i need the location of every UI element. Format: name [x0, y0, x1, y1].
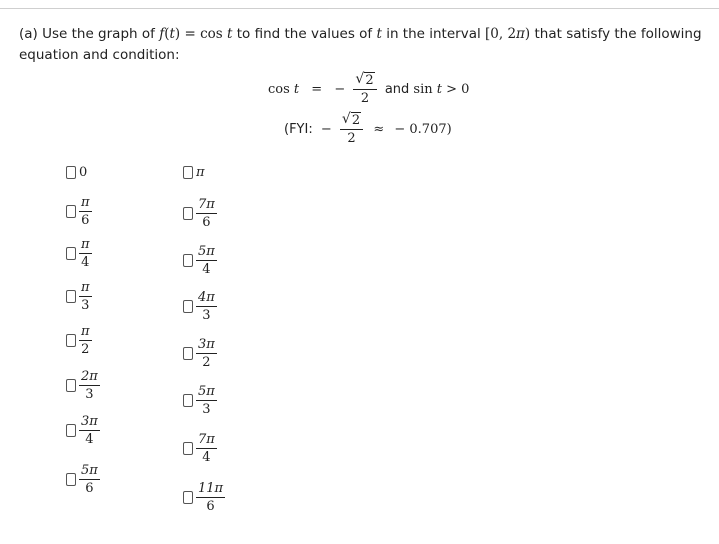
equation-denominator: 2 [353, 89, 376, 106]
question-prefix: (a) Use the graph of [19, 26, 155, 42]
equation-var: t [293, 82, 300, 97]
fyi-approx: ≈ [373, 122, 385, 137]
option-right-5[interactable] [183, 385, 217, 415]
option-right-4[interactable] [183, 338, 217, 368]
option-left-1[interactable] [66, 196, 92, 226]
option-fraction: $\frac{\pi}{4}$ [81, 236, 90, 270]
checkbox[interactable] [183, 207, 193, 220]
checkbox[interactable] [183, 442, 193, 455]
equation-fraction [353, 73, 376, 106]
function-var-2: t [227, 26, 233, 42]
checkbox[interactable] [183, 300, 193, 313]
option-fraction: $\frac{3\pi}{4}$ [81, 413, 98, 447]
option-right-6[interactable] [183, 433, 217, 463]
option-fraction: $\frac{\pi}{6}$ [81, 194, 90, 228]
option-right-2[interactable] [183, 245, 217, 275]
option-left-6[interactable] [66, 415, 100, 445]
checkbox[interactable] [66, 247, 76, 260]
checkbox[interactable] [66, 473, 76, 486]
interval-text: in the interval [386, 26, 481, 42]
function-name: f [159, 26, 165, 42]
fyi-denominator: 2 [340, 129, 363, 146]
equation-cos: cos [268, 82, 290, 97]
condition-var: t [436, 82, 442, 97]
option-fraction: $\frac{\pi}{2}$ [81, 323, 90, 357]
option-fraction: $\frac{5\pi}{6}$ [81, 462, 98, 496]
checkbox[interactable] [183, 347, 193, 360]
option-left-5[interactable] [66, 370, 100, 400]
condition-op: > 0 [446, 82, 470, 97]
fyi-value: − 0.707) [394, 122, 452, 137]
option-left-3[interactable] [66, 281, 92, 311]
option-right-1[interactable] [183, 198, 217, 228]
option-fraction: $\frac{4\pi}{3}$ [198, 289, 215, 323]
function-var: t [169, 26, 175, 42]
equation-equals: = [311, 82, 323, 97]
option-fraction: $\frac{7\pi}{6}$ [198, 196, 215, 230]
option-label: π [196, 164, 205, 180]
checkbox[interactable] [183, 394, 193, 407]
checkbox[interactable] [66, 290, 76, 303]
interval-open: [0, 2 [485, 26, 517, 42]
interval-pi: π [516, 26, 525, 42]
option-fraction: $\frac{7\pi}{4}$ [198, 431, 215, 465]
option-fraction: $\frac{\pi}{3}$ [81, 279, 90, 313]
option-fraction: $\frac{3\pi}{2}$ [198, 336, 215, 370]
interval-close: ) [524, 26, 531, 42]
checkbox[interactable] [183, 166, 193, 179]
fyi-fraction [340, 113, 363, 146]
question-mid: to find the values of [236, 26, 373, 42]
fyi-radicand: 2 [351, 113, 361, 128]
checkbox[interactable] [66, 424, 76, 437]
option-right-7[interactable] [183, 482, 225, 512]
top-divider [0, 8, 719, 9]
option-right-0[interactable] [183, 157, 205, 187]
fyi-minus: − [320, 122, 332, 137]
function-cos: cos [200, 26, 223, 42]
question-var: t [376, 26, 382, 42]
checkbox[interactable] [66, 205, 76, 218]
fyi-line [284, 113, 452, 146]
equation-and: and [384, 82, 410, 97]
checkbox[interactable] [66, 166, 76, 179]
question-text: (a) Use the graph of f(t) = cos t to find the values of t in the interval [0, 2π) that satisfy the following equation and condition: [19, 26, 702, 63]
option-fraction: $\frac{11\pi}{6}$ [198, 480, 224, 514]
option-right-3[interactable] [183, 291, 217, 321]
checkbox[interactable] [66, 379, 76, 392]
option-fraction: $\frac{5\pi}{3}$ [198, 383, 215, 417]
option-fraction: $\frac{2\pi}{3}$ [81, 368, 98, 402]
option-left-7[interactable] [66, 464, 100, 494]
fyi-label: (FYI: [284, 122, 313, 137]
equation-line [268, 73, 469, 106]
option-fraction: $\frac{5\pi}{4}$ [198, 243, 215, 277]
question-suffix: that satisfy the following equation and condition: [19, 26, 702, 63]
equation-minus: − [334, 82, 346, 97]
condition-sin: sin [413, 82, 433, 97]
equation-radicand: 2 [365, 73, 374, 88]
checkbox[interactable] [183, 254, 193, 267]
checkbox[interactable] [183, 491, 193, 504]
checkbox[interactable] [66, 334, 76, 347]
option-label: 0 [79, 164, 88, 180]
option-left-0[interactable] [66, 157, 87, 187]
option-left-4[interactable] [66, 325, 92, 355]
option-left-2[interactable] [66, 238, 92, 268]
